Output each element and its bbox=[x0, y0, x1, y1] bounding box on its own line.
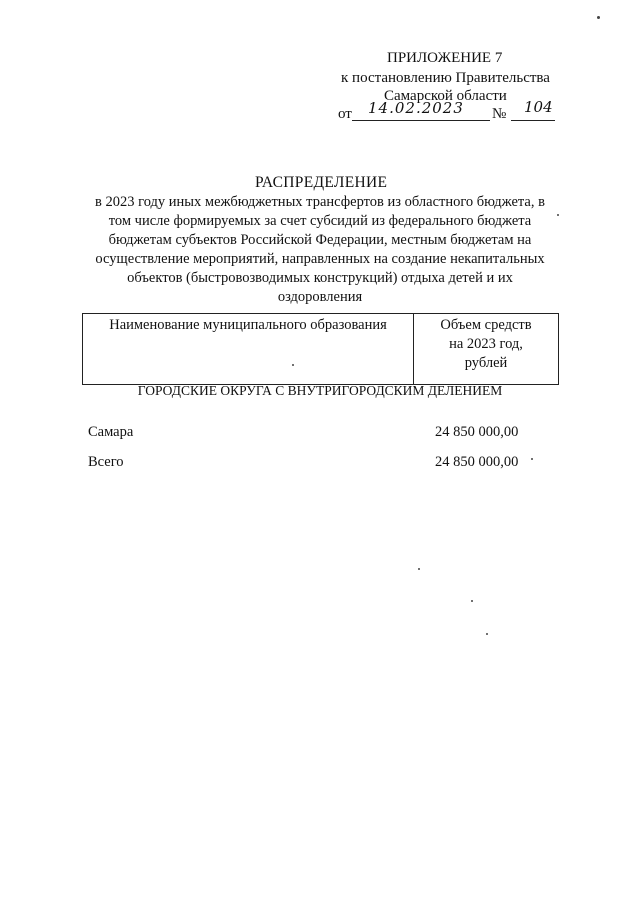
row-amount-samara: 24 850 000,00 bbox=[435, 424, 519, 440]
subtitle-line: том числе формируемых за счет субсидий из федерального бюджета bbox=[108, 213, 532, 229]
number-prefix: № bbox=[492, 106, 507, 122]
amount-header-line: на 2023 год, bbox=[449, 336, 523, 352]
column-header-municipality: Наименование муниципального образования bbox=[83, 314, 414, 385]
resolution-line: к постановлению Правительства bbox=[341, 70, 550, 86]
column-header-amount bbox=[414, 314, 559, 385]
handwritten-number: 104 bbox=[524, 98, 553, 116]
date-prefix: от bbox=[338, 106, 352, 122]
amount-header-line: Объем средств bbox=[440, 317, 532, 333]
row-name-samara: Самара bbox=[88, 424, 134, 440]
scan-speck bbox=[418, 568, 420, 570]
subtitle-line: бюджетам субъектов Российской Федерации, местным бюджетам на bbox=[108, 232, 532, 248]
scan-speck bbox=[292, 364, 294, 366]
scan-speck bbox=[486, 633, 488, 635]
scan-speck bbox=[597, 16, 600, 19]
subtitle-line: оздоровления bbox=[277, 289, 363, 305]
scan-speck bbox=[531, 458, 533, 460]
scan-speck bbox=[557, 214, 559, 216]
amount-header-line: рублей bbox=[464, 355, 508, 371]
section-title: ГОРОДСКИЕ ОКРУГА С ВНУТРИГОРОДСКИМ ДЕЛЕНИЕМ bbox=[137, 383, 503, 398]
handwritten-date: 14.02.2023 bbox=[368, 99, 464, 117]
appendix-label: ПРИЛОЖЕНИЕ 7 bbox=[387, 50, 503, 66]
scan-speck bbox=[471, 600, 473, 602]
region-line: Самарской области bbox=[384, 88, 507, 104]
subtitle-line: объектов (быстровозводимых конструкций) отдыха детей и их bbox=[127, 270, 513, 286]
document-subtitle bbox=[80, 193, 560, 307]
subtitle-line: осуществление мероприятий, направленных на создание некапитальных bbox=[95, 251, 545, 267]
distribution-table-header bbox=[82, 313, 559, 385]
document-title: РАСПРЕДЕЛЕНИЕ bbox=[255, 174, 388, 191]
row-amount-total: 24 850 000,00 bbox=[435, 454, 519, 470]
row-name-total: Всего bbox=[88, 454, 124, 470]
subtitle-line: в 2023 году иных межбюджетных трансфертов из областного бюджета, в bbox=[95, 194, 545, 210]
